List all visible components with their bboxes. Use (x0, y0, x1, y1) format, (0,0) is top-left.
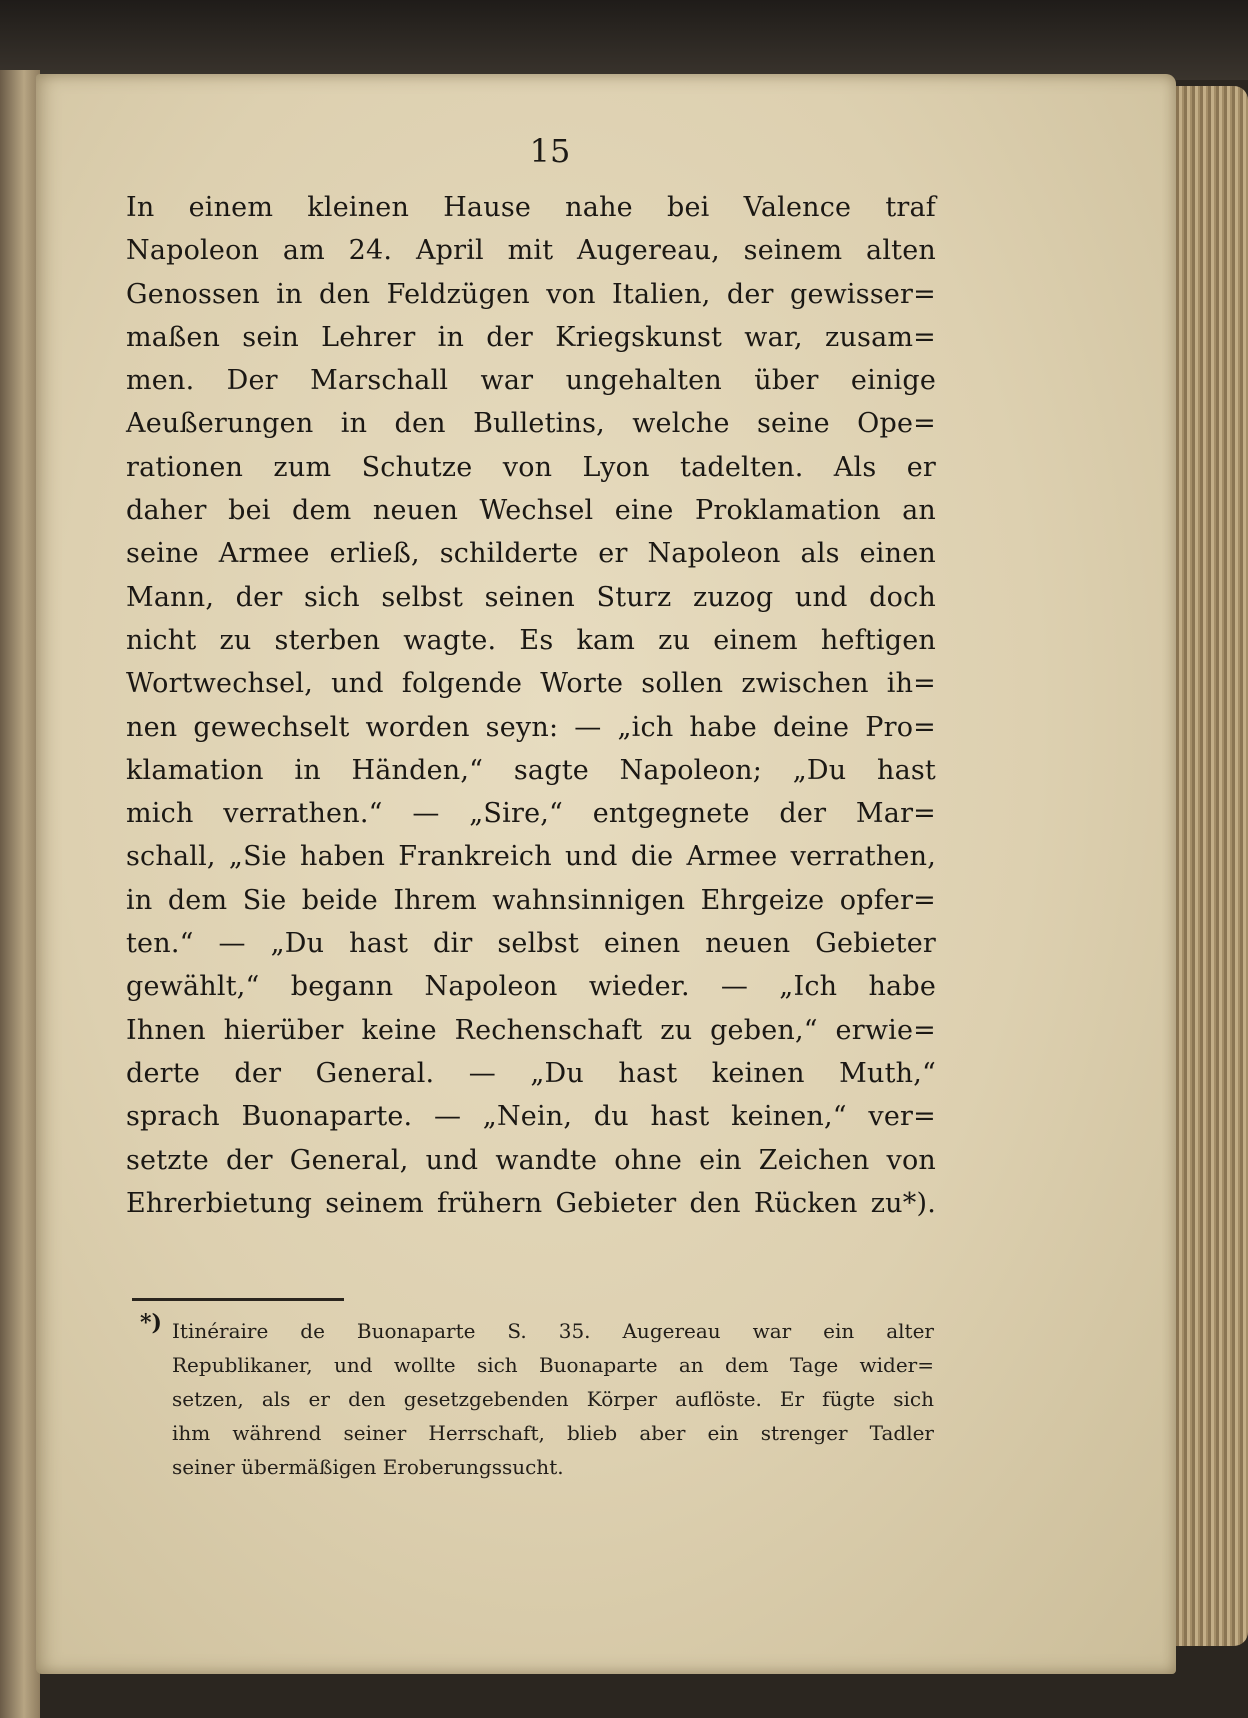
text-line: gewählt,“ begann Napoleon wieder. — „Ich habe (126, 971, 936, 1003)
footnote-line: setzen, als er den gesetzgebenden Körper auflöste. Er fügte sich (172, 1387, 934, 1411)
footnote (172, 1314, 934, 1484)
text-line: seine Armee erließ, schilderte er Napoleon als einen (126, 538, 936, 570)
text-line: Ihnen hierüber keine Rechenschaft zu geben,“ erwie= (126, 1014, 936, 1046)
text-line: Aeußerungen in den Bulletins, welche seine Ope= (126, 408, 936, 440)
text-line: daher bei dem neuen Wechsel eine Proklamation an (126, 495, 936, 527)
text-line: Genossen in den Feldzügen von Italien, der gewisser= (126, 278, 936, 310)
text-line: rationen zum Schutze von Lyon tadelten. Als er (126, 451, 936, 483)
text-line: Napoleon am 24. April mit Augereau, seinem alten (126, 235, 936, 267)
footnote-line: ihm während seiner Herrschaft, blieb aber ein strenger Tadler (172, 1421, 934, 1445)
footnote-line: Republikaner, und wollte sich Buonaparte an dem Tage wider= (172, 1353, 934, 1377)
text-line: setzte der General, und wandte ohne ein Zeichen von (126, 1144, 936, 1176)
footnote-line: seiner übermäßigen Eroberungssucht. (172, 1455, 564, 1479)
text-line: nen gewechselt worden seyn: — „ich habe deine Pro= (126, 711, 936, 743)
text-line: Mann, der sich selbst seinen Sturz zuzog und doch (126, 581, 936, 613)
text-line: maßen sein Lehrer in der Kriegskunst war, zusam= (126, 321, 936, 353)
page-number: 15 (529, 132, 571, 170)
text-line: In einem kleinen Hause nahe bei Valence traf (126, 192, 936, 223)
text-line: nicht zu sterben wagte. Es kam zu einem heftigen (126, 624, 936, 656)
text-line: mich verrathen.“ — „Sire,“ entgegnete der Mar= (126, 798, 936, 830)
text-line: men. Der Marschall war ungehalten über einige (126, 365, 936, 397)
text-line: sprach Buonaparte. — „Nein, du hast keinen,“ ver= (126, 1101, 936, 1133)
left-page-edge (0, 70, 40, 1718)
text-line: in dem Sie beide Ihrem wahnsinnigen Ehrgeize opfer= (126, 884, 936, 916)
text-line: schall, „Sie haben Frankreich und die Armee verrathen, (126, 841, 936, 873)
text-line: derte der General. — „Du hast keinen Muth,“ (126, 1057, 936, 1089)
text-line: Wortwechsel, und folgende Worte sollen zwischen ih= (126, 668, 936, 700)
footnote-line: Itinéraire de Buonaparte S. 35. Augereau war ein alter (172, 1319, 934, 1343)
footnote-rule (132, 1298, 344, 1301)
scanner-background (0, 0, 1248, 80)
text-line: ten.“ — „Du hast dir selbst einen neuen Gebieter (126, 928, 936, 960)
footnote-marker: *) (140, 1310, 162, 1336)
text-line: klamation in Händen,“ sagte Napoleon; „Du hast (126, 754, 936, 786)
text-line: Ehrerbietung seinem frühern Gebieter den Rücken zu*). (126, 1187, 936, 1219)
body-text (126, 186, 936, 1225)
